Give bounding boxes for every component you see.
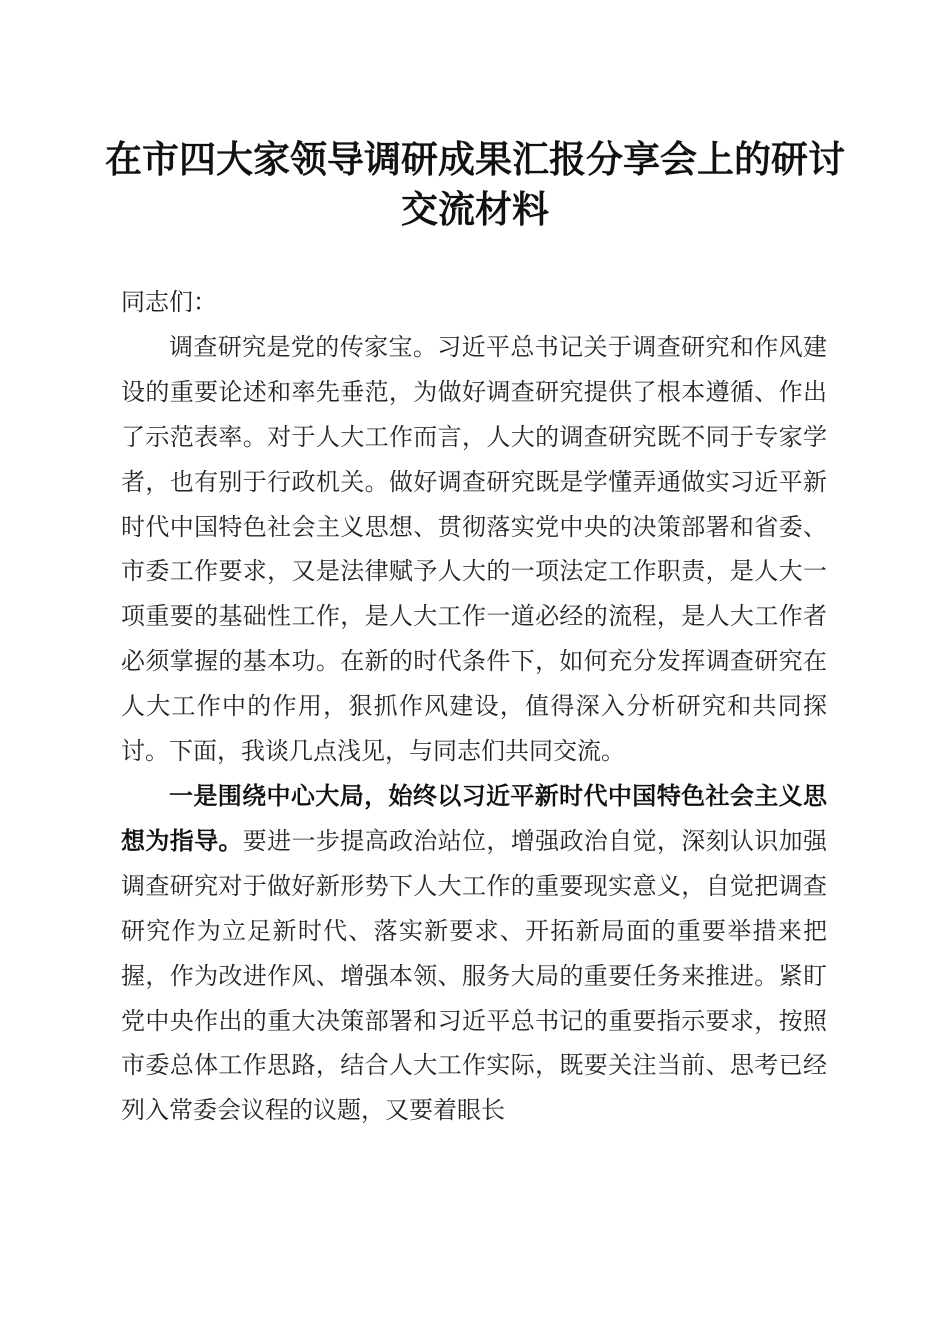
paragraph-point-one (121, 774, 827, 1133)
paragraph-point-one-lead: 一是围绕中心大局，始终以习近平新时代中国特色社会主义思想为指导。 (121, 780, 827, 855)
document-body (121, 280, 827, 1133)
title-line-1: 在市四大家领导调研成果汇报分享会上的研讨 (105, 137, 845, 181)
paragraph-point-one-body: 要进一步提高政治站位，增强政治自觉，深刻认识加强调查研究对于做好新形势下人大工作的重要现实意义，自觉把调查研究作为立足新时代、落实新要求、开拓新局面的重要举措来把握，作为改进作风、增强本领、服务大局的重要任务来推进。紧盯党中央作出的重大决策部署和习近平总书记的重要指示要求，按照市委总体工作思路，结合人大工作实际，既要关注当前、思考已经列入常委会议程的议题，又要着眼长 (121, 826, 828, 1125)
title-line-2: 交流材料 (401, 187, 549, 231)
document-title (100, 134, 850, 234)
paragraph-intro: 调查研究是党的传家宝。习近平总书记关于调查研究和作风建设的重要论述和率先垂范，为做好调查研究提供了根本遵循、作出了示范表率。对于人大工作而言，人大的调查研究既不同于专家学者，也有别于行政机关。做好调查研究既是学懂弄通做实习近平新时代中国特色社会主义思想、贯彻落实党中央的决策部署和省委、市委工作要求，又是法律赋予人大的一项法定工作职责，是人大一项重要的基础性工作，是人大工作一道必经的流程，是人大工作者必须掌握的基本功。在新的时代条件下，如何充分发挥调查研究在人大工作中的作用，狠抓作风建设，值得深入分析研究和共同探讨。下面，我谈几点浅见，与同志们共同交流。 (121, 332, 827, 766)
salutation: 同志们： (121, 288, 217, 316)
